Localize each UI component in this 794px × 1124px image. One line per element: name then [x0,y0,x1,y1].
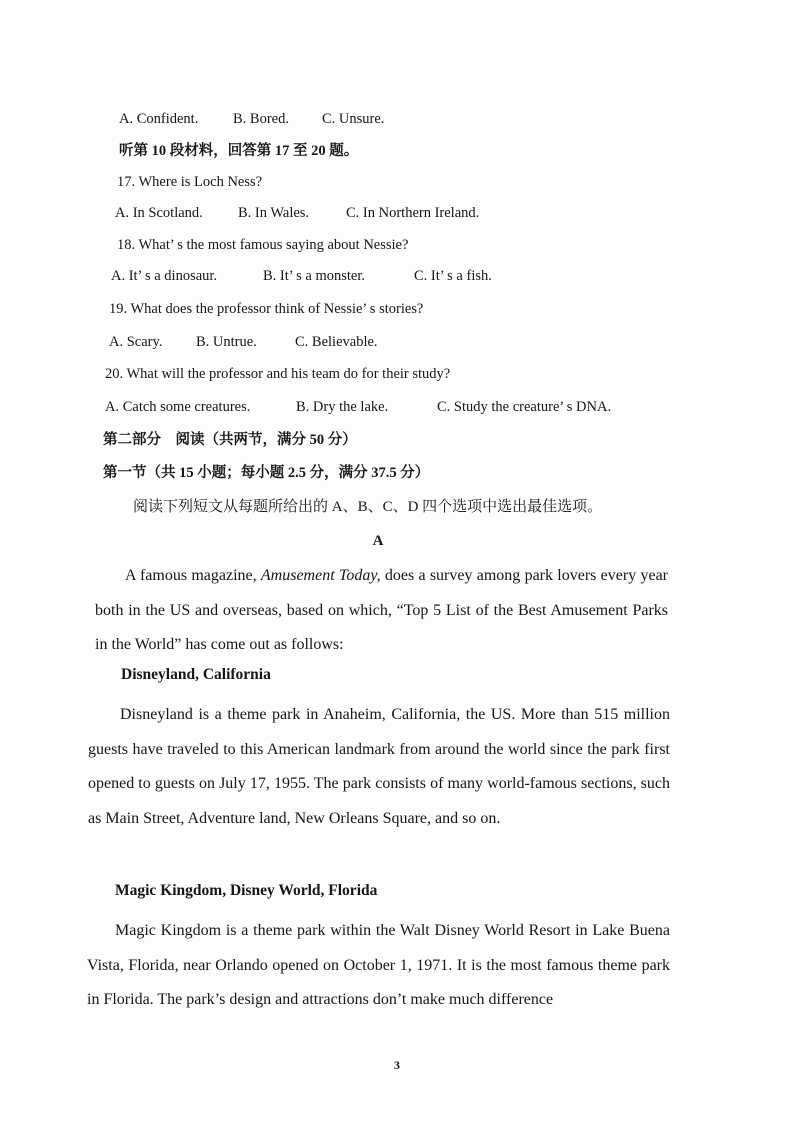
q19-stem: 19. What does the professor think of Nessie’ s stories? [109,301,424,317]
q18-option-a: A. It’ s a dinosaur. [111,268,218,284]
q17-option-a: A. In Scotland. [115,205,203,221]
intro-text-before: A famous magazine, [125,567,261,584]
passage-label: A [372,533,384,549]
q19-option-c: C. Believable. [295,334,378,350]
q19-option-a: A. Scary. [109,334,163,350]
part2-title: 第二部分 阅读（共两节，满分 50 分） [103,432,357,448]
section1-title: 第一节（共 15 小题；每小题 2.5 分，满分 37.5 分） [103,465,430,481]
q17-option-b: B. In Wales. [238,205,310,221]
q17-options [115,203,479,223]
q17-option-c: C. In Northern Ireland. [346,205,480,221]
page-number: 3 [394,1058,400,1072]
q19-options [109,332,378,352]
q18-stem: 18. What’ s the most famous saying about Nessie? [117,237,409,253]
section1-instruction: 阅读下列短文从每题所给出的 A、B、C、D 四个选项中选出最佳选项。 [133,499,603,515]
q17-stem: 17. Where is Loch Ness? [117,174,263,190]
q20-stem: 20. What will the professor and his team do for their study? [105,366,451,382]
q18-options [111,266,492,286]
q20-option-a: A. Catch some creatures. [105,399,251,415]
q16-option-c: C. Unsure. [322,111,385,127]
q20-option-c: C. Study the creature’ s DNA. [437,399,612,415]
intro-paragraph [95,559,668,663]
q16-option-a: A. Confident. [119,111,199,127]
magic-kingdom-heading: Magic Kingdom, Disney World, Florida [115,882,378,899]
q20-options [105,397,611,417]
disneyland-paragraph: Disneyland is a theme park in Anaheim, California, the US. More than 515 million guests have traveled to this American landmark from around the world since the park first opened to guests on July 17, 1955. The park consists of many world-famous sections, such as Main Street, Adventure land, New Orleans Square, and so on. [88,706,670,827]
q18-option-c: C. It’ s a fish. [414,268,492,284]
magazine-title: Amusement Today, [260,567,381,584]
q16-options [119,109,384,129]
q19-option-b: B. Untrue. [196,334,257,350]
q18-option-b: B. It’ s a monster. [263,268,366,284]
magic-kingdom-paragraph: Magic Kingdom is a theme park within the Walt Disney World Resort in Lake Buena Vista, Florida, near Orlando opened on October 1, 1971. It is the most famous theme park in Florida. The park’s design and attractions don’t make much difference [87,922,670,1008]
q20-option-b: B. Dry the lake. [296,399,389,415]
disneyland-heading: Disneyland, California [121,666,271,683]
intro-text-after: does a survey among park lovers every year both in the US and overseas, based on which, “Top 5 List of the Best Amusement Parks in the World” has come out as follows: [95,567,668,653]
q16-option-b: B. Bored. [233,111,289,127]
listening-instruction-10: 听第 10 段材料，回答第 17 至 20 题。 [119,143,359,159]
